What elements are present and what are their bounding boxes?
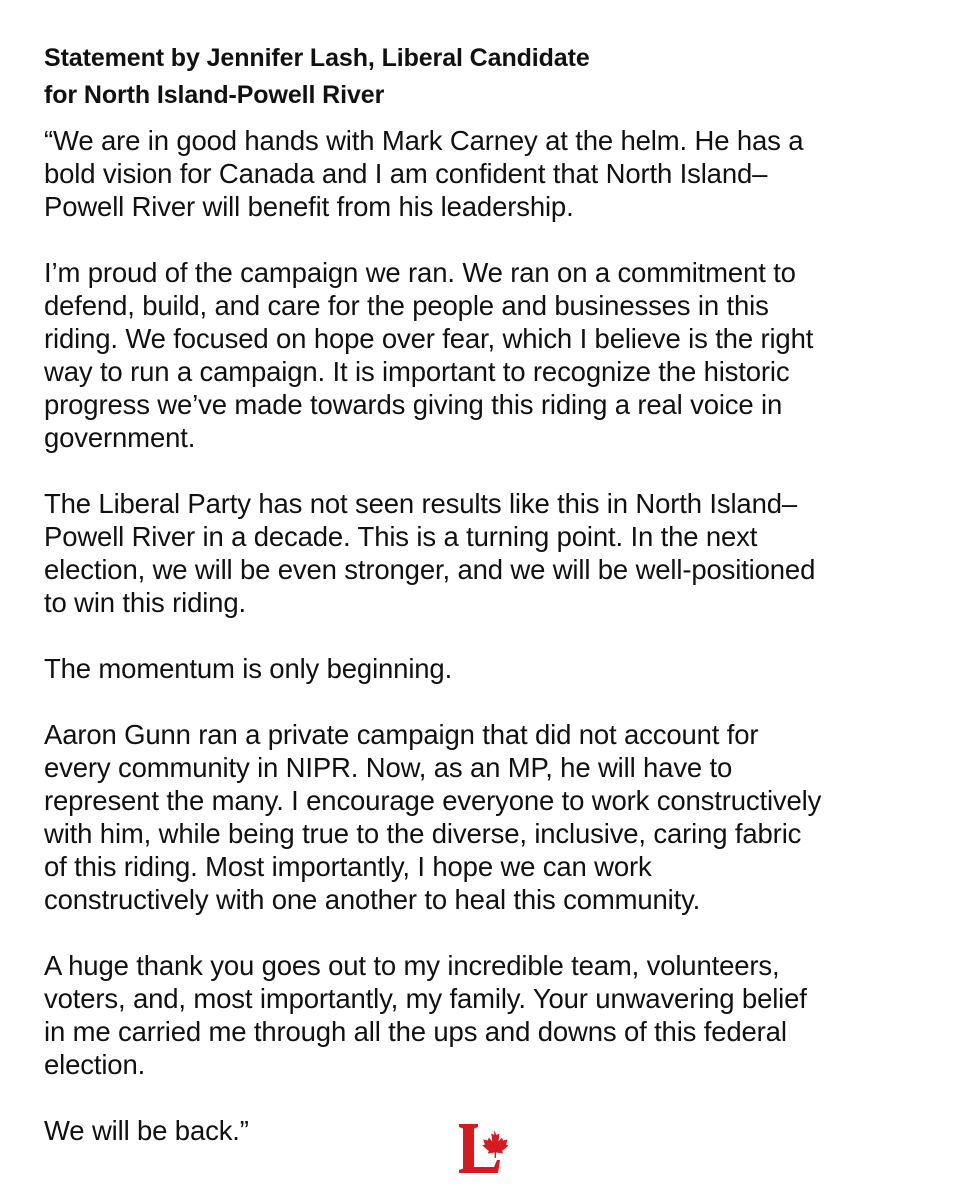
text-line: every community in NIPR. Now, as an MP, he will have to xyxy=(44,752,733,783)
text-line: with him, while being true to the diverse, inclusive, caring fabric xyxy=(44,818,802,849)
text-line: The Liberal Party has not seen results like this in North Island– xyxy=(44,488,797,519)
text-line: election. xyxy=(44,1049,146,1080)
text-line: bold vision for Canada and I am confident that North Island– xyxy=(44,158,768,189)
paragraph-momentum xyxy=(44,652,944,685)
text-line: The momentum is only beginning. xyxy=(44,653,453,684)
text-line: constructively with one another to heal this community. xyxy=(44,884,701,915)
text-line: way to run a campaign. It is important to recognize the historic xyxy=(44,356,790,387)
text-line: riding. We focused on hope over fear, which I believe is the right xyxy=(44,323,814,354)
statement xyxy=(44,40,944,1180)
paragraph-results xyxy=(44,487,944,619)
text-line: voters, and, most importantly, my family. Your unwavering belief xyxy=(44,983,807,1014)
paragraph-opponent xyxy=(44,718,944,916)
text-line: government. xyxy=(44,422,196,453)
text-line: Powell River will benefit from his leadership. xyxy=(44,191,574,222)
paragraph-thanks xyxy=(44,949,944,1081)
text-line: I’m proud of the campaign we ran. We ran on a commitment to xyxy=(44,257,796,288)
text-line: election, we will be even stronger, and we will be well-positioned xyxy=(44,554,816,585)
paragraph-opening xyxy=(44,124,944,223)
text-line: A huge thank you goes out to my incredible team, volunteers, xyxy=(44,950,780,981)
text-line: Powell River in a decade. This is a turning point. In the next xyxy=(44,521,758,552)
text-line: represent the many. I encourage everyone to work constructively xyxy=(44,785,822,816)
title-line: for North Island-Powell River xyxy=(44,81,385,109)
text-line: “We are in good hands with Mark Carney at the helm. He has a xyxy=(44,125,804,156)
text-line: defend, build, and care for the people and businesses in this xyxy=(44,290,769,321)
text-line: Aaron Gunn ran a private campaign that did not account for xyxy=(44,719,759,750)
paragraph-campaign xyxy=(44,256,944,454)
title-line: Statement by Jennifer Lash, Liberal Candidate xyxy=(44,44,590,72)
statement-title xyxy=(44,40,944,114)
liberal-logo-icon xyxy=(456,1120,514,1176)
text-line: progress we’ve made towards giving this riding a real voice in xyxy=(44,389,783,420)
text-line: to win this riding. xyxy=(44,587,246,618)
text-line: in me carried me through all the ups and downs of this federal xyxy=(44,1016,787,1047)
text-line: We will be back.” xyxy=(44,1115,249,1146)
text-line: of this riding. Most importantly, I hope we can work xyxy=(44,851,652,882)
